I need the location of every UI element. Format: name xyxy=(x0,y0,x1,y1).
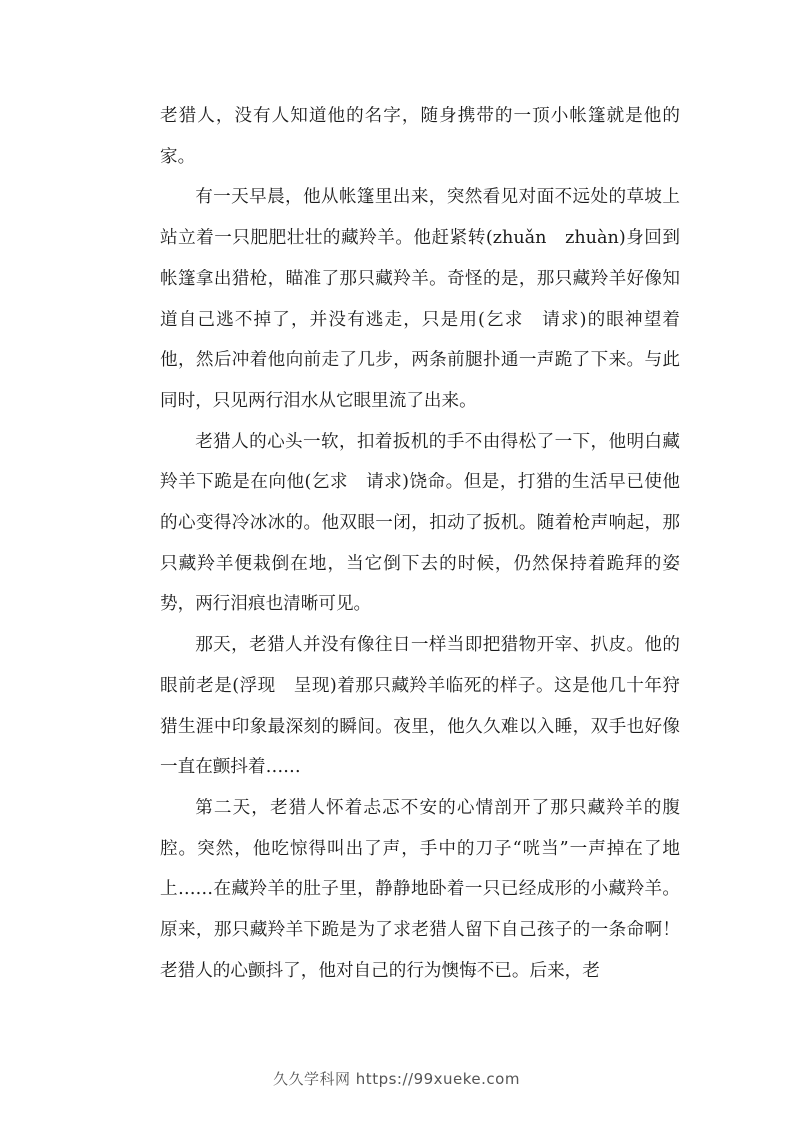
page-footer: 久久学科网 https://99xueke.com xyxy=(273,1070,520,1088)
article-body xyxy=(160,96,680,991)
paragraph-2: 有一天早晨，他从帐篷里出来，突然看见对面不远处的草坡上站立着一只肥肥壮壮的藏羚羊。他赶紧转(zhuǎn zhuàn)身回到帐篷拿出猎枪，瞄准了那只藏羚羊。奇怪的是，那只藏羚羊好像知道自己逃不掉了，并没有逃走，只是用(乞求 请求)的眼神望着他，然后冲着他向前走了几步，两条前腿扑通一声跪了下来。与此同时，只见两行泪水从它眼里流了出来。 xyxy=(160,187,680,411)
paragraph-4: 那天，老猎人并没有像往日一样当即把猎物开宰、扒皮。他的眼前老是(浮现 呈现)着那只藏羚羊临死的样子。这是他几十年狩猎生涯中印象最深刻的瞬间。夜里，他久久难以入睡，双手也好像一直在颤抖着…… xyxy=(160,635,680,778)
paragraph-3: 老猎人的心头一软，扣着扳机的手不由得松了一下，他明白藏羚羊下跪是在向他(乞求 请求)饶命。但是，打猎的生活早已使他的心变得冷冰冰的。他双眼一闭，扣动了扳机。随着枪声响起，那只藏羚羊便栽倒在地，当它倒下去的时候，仍然保持着跪拜的姿势，两行泪痕也清晰可见。 xyxy=(160,431,680,615)
paragraph-5: 第二天，老猎人怀着忐忑不安的心情剖开了那只藏羚羊的腹腔。突然，他吃惊得叫出了声，手中的刀子“咣当”一声掉在了地上……在藏羚羊的肚子里，静静地卧着一只已经成形的小藏羚羊。原来，那只藏羚羊下跪是为了求老猎人留下自己孩子的一条命啊！老猎人的心颤抖了，他对自己的行为懊悔不已。后来，老 xyxy=(160,797,680,981)
paragraph-1: 老猎人，没有人知道他的名字，随身携带的一顶小帐篷就是他的家。 xyxy=(160,106,680,167)
